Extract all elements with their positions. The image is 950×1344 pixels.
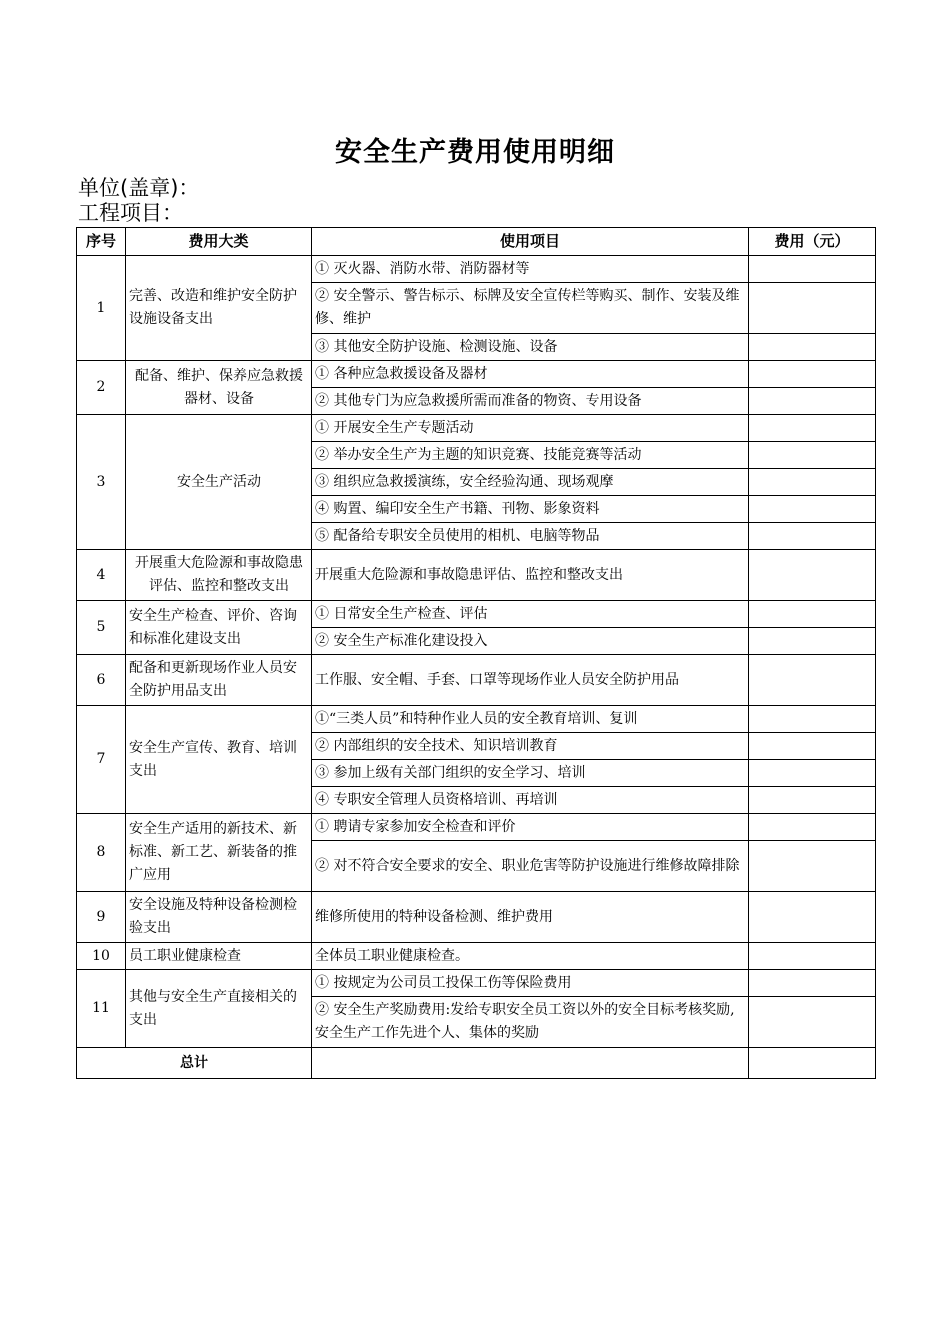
header-category: 费用大类 [126, 228, 312, 256]
expense-table [76, 227, 876, 1079]
category-cell: 安全生产适用的新技术、新标准、新工艺、新装备的推广应用 [126, 814, 312, 892]
category-cell: 配备和更新现场作业人员安全防护用品支出 [126, 655, 312, 706]
item-cell: ① 聘请专家参加安全检查和评价 [312, 814, 749, 841]
category-cell: 开展重大危险源和事故隐患评估、监控和整改支出 [126, 550, 312, 601]
seq-cell: 8 [77, 814, 126, 892]
item-cell: ① 按规定为公司员工投保工伤等保险费用 [312, 970, 749, 997]
category-cell: 完善、改造和维护安全防护设施设备支出 [126, 256, 312, 361]
item-cell: ② 对不符合安全要求的安全、职业危害等防护设施进行维修故障排除 [312, 841, 749, 892]
total-label: 总计 [77, 1048, 312, 1079]
total-row [77, 1048, 876, 1079]
unit-label: 单位(盖章)： [78, 176, 200, 200]
item-cell: ① 日常安全生产检查、评估 [312, 601, 749, 628]
seq-cell: 1 [77, 256, 126, 361]
item-cell: 工作服、安全帽、手套、口罩等现场作业人员安全防护用品 [312, 655, 749, 706]
fee-cell[interactable] [749, 601, 876, 628]
fee-cell[interactable] [749, 496, 876, 523]
item-cell: ③ 组织应急救援演练，安全经验沟通、现场观摩 [312, 469, 749, 496]
item-cell: 全体员工职业健康检查。 [312, 943, 749, 970]
table-row [77, 415, 876, 442]
seq-cell: 11 [77, 970, 126, 1048]
total-fee-cell[interactable] [749, 1048, 876, 1079]
seq-cell: 9 [77, 892, 126, 943]
item-cell: ② 安全警示、警告标示、标牌及安全宣传栏等购买、制作、安装及维修、维护 [312, 283, 749, 334]
fee-cell[interactable] [749, 256, 876, 283]
fee-cell[interactable] [749, 706, 876, 733]
table-row [77, 361, 876, 388]
fee-cell[interactable] [749, 628, 876, 655]
table-row [77, 706, 876, 733]
table-row [77, 655, 876, 706]
seq-cell: 6 [77, 655, 126, 706]
item-cell: ② 举办安全生产为主题的知识竞赛、技能竞赛等活动 [312, 442, 749, 469]
item-cell: ① 灭火器、消防水带、消防器材等 [312, 256, 749, 283]
header-items: 使用项目 [312, 228, 749, 256]
item-cell: ② 安全生产标准化建设投入 [312, 628, 749, 655]
seq-cell: 4 [77, 550, 126, 601]
seq-cell: 2 [77, 361, 126, 415]
table-row [77, 550, 876, 601]
category-cell: 安全生产检查、评价、咨询和标准化建设支出 [126, 601, 312, 655]
item-cell: 开展重大危险源和事故隐患评估、监控和整改支出 [312, 550, 749, 601]
item-cell: ② 内部组织的安全技术、知识培训教育 [312, 733, 749, 760]
fee-cell[interactable] [749, 814, 876, 841]
item-cell: ① 各种应急救援设备及器材 [312, 361, 749, 388]
header-fee: 费用（元） [749, 228, 876, 256]
table-row [77, 601, 876, 628]
item-cell: ② 其他专门为应急救援所需而准备的物资、专用设备 [312, 388, 749, 415]
fee-cell[interactable] [749, 760, 876, 787]
fee-cell[interactable] [749, 655, 876, 706]
table-row [77, 943, 876, 970]
fee-cell[interactable] [749, 733, 876, 760]
fee-cell[interactable] [749, 523, 876, 550]
item-cell: ③ 参加上级有关部门组织的安全学习、培训 [312, 760, 749, 787]
category-cell: 其他与安全生产直接相关的支出 [126, 970, 312, 1048]
table-row [77, 814, 876, 841]
item-cell: ① 开展安全生产专题活动 [312, 415, 749, 442]
seq-cell: 5 [77, 601, 126, 655]
fee-cell[interactable] [749, 334, 876, 361]
seq-cell: 10 [77, 943, 126, 970]
category-cell: 安全设施及特种设备检测检验支出 [126, 892, 312, 943]
page-title: 安全生产费用使用明细 [335, 137, 615, 168]
category-cell: 安全生产活动 [126, 415, 312, 550]
item-cell: ② 安全生产奖励费用:发给专职安全员工资以外的安全目标考核奖励,安全生产工作先进个人、集体的奖励 [312, 997, 749, 1048]
project-label: 工程项目： [78, 201, 183, 225]
fee-cell[interactable] [749, 841, 876, 892]
fee-cell[interactable] [749, 388, 876, 415]
header-seq: 序号 [77, 228, 126, 256]
seq-cell: 7 [77, 706, 126, 814]
item-cell: ④ 购置、编印安全生产书籍、刊物、影象资料 [312, 496, 749, 523]
item-cell: 维修所使用的特种设备检测、维护费用 [312, 892, 749, 943]
fee-cell[interactable] [749, 361, 876, 388]
fee-cell[interactable] [749, 997, 876, 1048]
item-cell: ⑤ 配备给专职安全员使用的相机、电脑等物品 [312, 523, 749, 550]
fee-cell[interactable] [749, 442, 876, 469]
fee-cell[interactable] [749, 892, 876, 943]
item-cell: ④ 专职安全管理人员资格培训、再培训 [312, 787, 749, 814]
table-header-row [77, 228, 876, 256]
table-row [77, 892, 876, 943]
category-cell: 员工职业健康检查 [126, 943, 312, 970]
fee-cell[interactable] [749, 943, 876, 970]
item-cell: ①“三类人员”和特种作业人员的安全教育培训、复训 [312, 706, 749, 733]
total-item-cell [312, 1048, 749, 1079]
fee-cell[interactable] [749, 469, 876, 496]
fee-cell[interactable] [749, 283, 876, 334]
table-row [77, 256, 876, 283]
fee-cell[interactable] [749, 550, 876, 601]
table-row [77, 970, 876, 997]
item-cell: ③ 其他安全防护设施、检测设施、设备 [312, 334, 749, 361]
category-cell: 安全生产宣传、教育、培训支出 [126, 706, 312, 814]
seq-cell: 3 [77, 415, 126, 550]
fee-cell[interactable] [749, 415, 876, 442]
category-cell: 配备、维护、保养应急救援器材、设备 [126, 361, 312, 415]
fee-cell[interactable] [749, 787, 876, 814]
fee-cell[interactable] [749, 970, 876, 997]
